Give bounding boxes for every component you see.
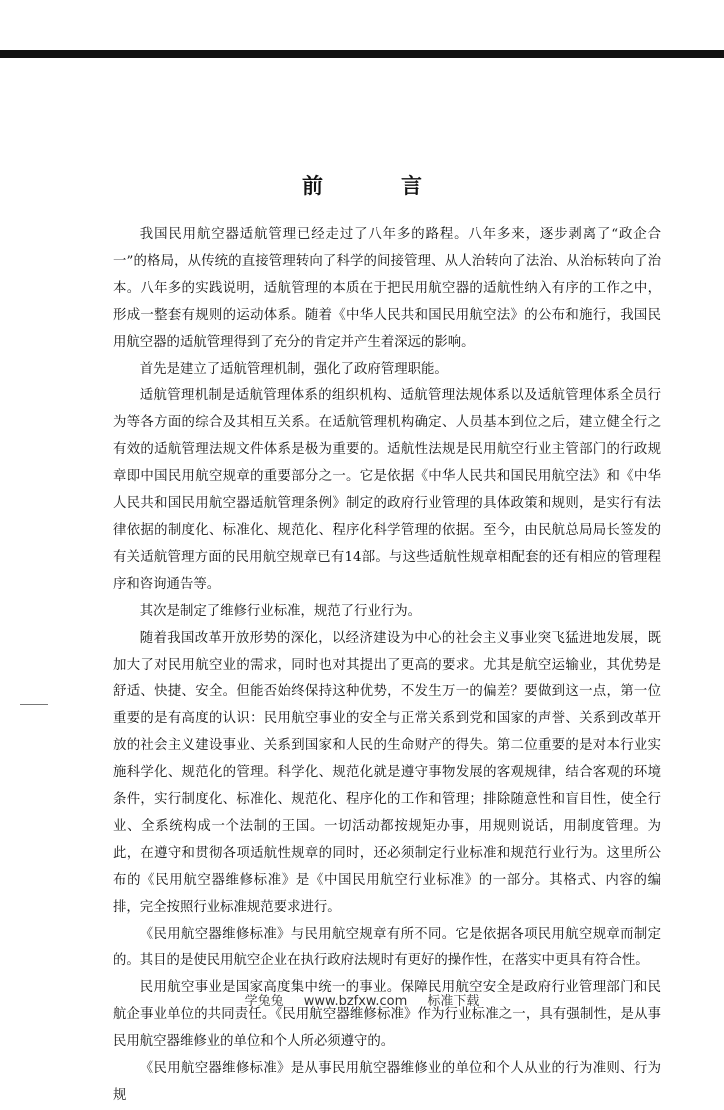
footer-tagline: 标准下载 [427,994,480,1009]
paragraph: 《民用航空器维修标准》与民用航空规章有所不同。它是依据各项民用航空规章而制定的。其目的是使民用航空企业在执行政府法规时有更好的操作性，在落实中更具有符合性。 [113,926,661,969]
footer-url[interactable]: www.bzfxw.com [303,994,408,1009]
page-title: 前言 [302,174,500,198]
footer-site-name: 学兔兔 [244,994,284,1009]
paragraph: 首先是建立了适航管理机制，强化了政府管理职能。 [139,361,448,377]
paragraph: 民用航空事业是国家高度集中统一的事业。保障民用航空安全是政府行业管理部门和民航企事业单位的共同责任。《民用航空器维修标准》作为行业标准之一，具有强制性，是从事民用航空器维修业的单位和个人所必须遵守的。 [113,980,661,1050]
paragraph: 我国民用航空器适航管理已经走过了八年多的路程。八年多来，逐步剥离了“政企合一”的格局，从传统的直接管理转向了科学的间接管理、从人治转向了法治、从治标转向了治本。八年多的实践说明，适航管理的本质在于把民用航空器的适航性纳入有序的工作之中，形成一整套有规则的运动体系。随着《中华人民共和国民用航空法》的公布和施行，我国民用航空器的适航管理得到了充分的肯定并产生着深远的影响。 [113,227,661,350]
paragraph: 《民用航空器维修标准》是从事民用航空器维修业的单位和个人从业的行为准则、行为规 [113,1061,661,1103]
body-text [113,222,661,1110]
footer [0,990,724,1009]
paragraph: 其次是制定了维修行业标准，规范了行业行为。 [139,603,421,619]
margin-mark [20,704,48,705]
paragraph: 适航管理机制是适航管理体系的组织机构、适航管理法规体系以及适航管理体系全员行为等各方面的综合及其相互关系。在适航管理机构确定、人员基本到位之后，建立健全行之有效的适航管理法规文件体系是极为重要的。适航性法规是民用航空行业主管部门的行政规章即中国民用航空规章的重要部分之一。它是依据《中华人民共和国民用航空法》和《中华人民共和国民用航空器适航管理条例》制定的政府行业管理的具体政策和规则，是实行有法律依据的制度化、标准化、规范化、程序化科学管理的依据。至今，由民航总局局长签发的有关适航管理方面的民用航空规章已有14部。与这些适航性规章相配套的还有相应的管理程序和咨询通告等。 [113,388,661,592]
paragraph: 随着我国改革开放形势的深化，以经济建设为中心的社会主义事业突飞猛进地发展，既加大了对民用航空业的需求，同时也对其提出了更高的要求。尤其是航空运输业，其优势是舒适、快捷、安全。但能否始终保持这种优势，不发生万一的偏差？要做到这一点，第一位重要的是有高度的认识：民用航空事业的安全与正常关系到党和国家的声誉、关系到改革开放的社会主义建设事业、关系到国家和人民的生命财产的得失。第二位重要的是对本行业实施科学化、规范化的管理。科学化、规范化就是遵守事物发展的客观规律，结合客观的环境条件，实行制度化、标准化、规范化、程序化的工作和管理；排除随意性和盲目性，使全行业、全系统构成一个法制的王国。一切活动都按规矩办事，用规则说话，用制度管理。为此，在遵守和贯彻各项适航性规章的同时，还必须制定行业标准和规范行业行为。这里所公布的《民用航空器维修标准》是《中国民用航空行业标准》的一部分。其格式、内容的编排，完全按照行业标准规范要求进行。 [113,630,661,915]
top-rule [0,50,724,58]
